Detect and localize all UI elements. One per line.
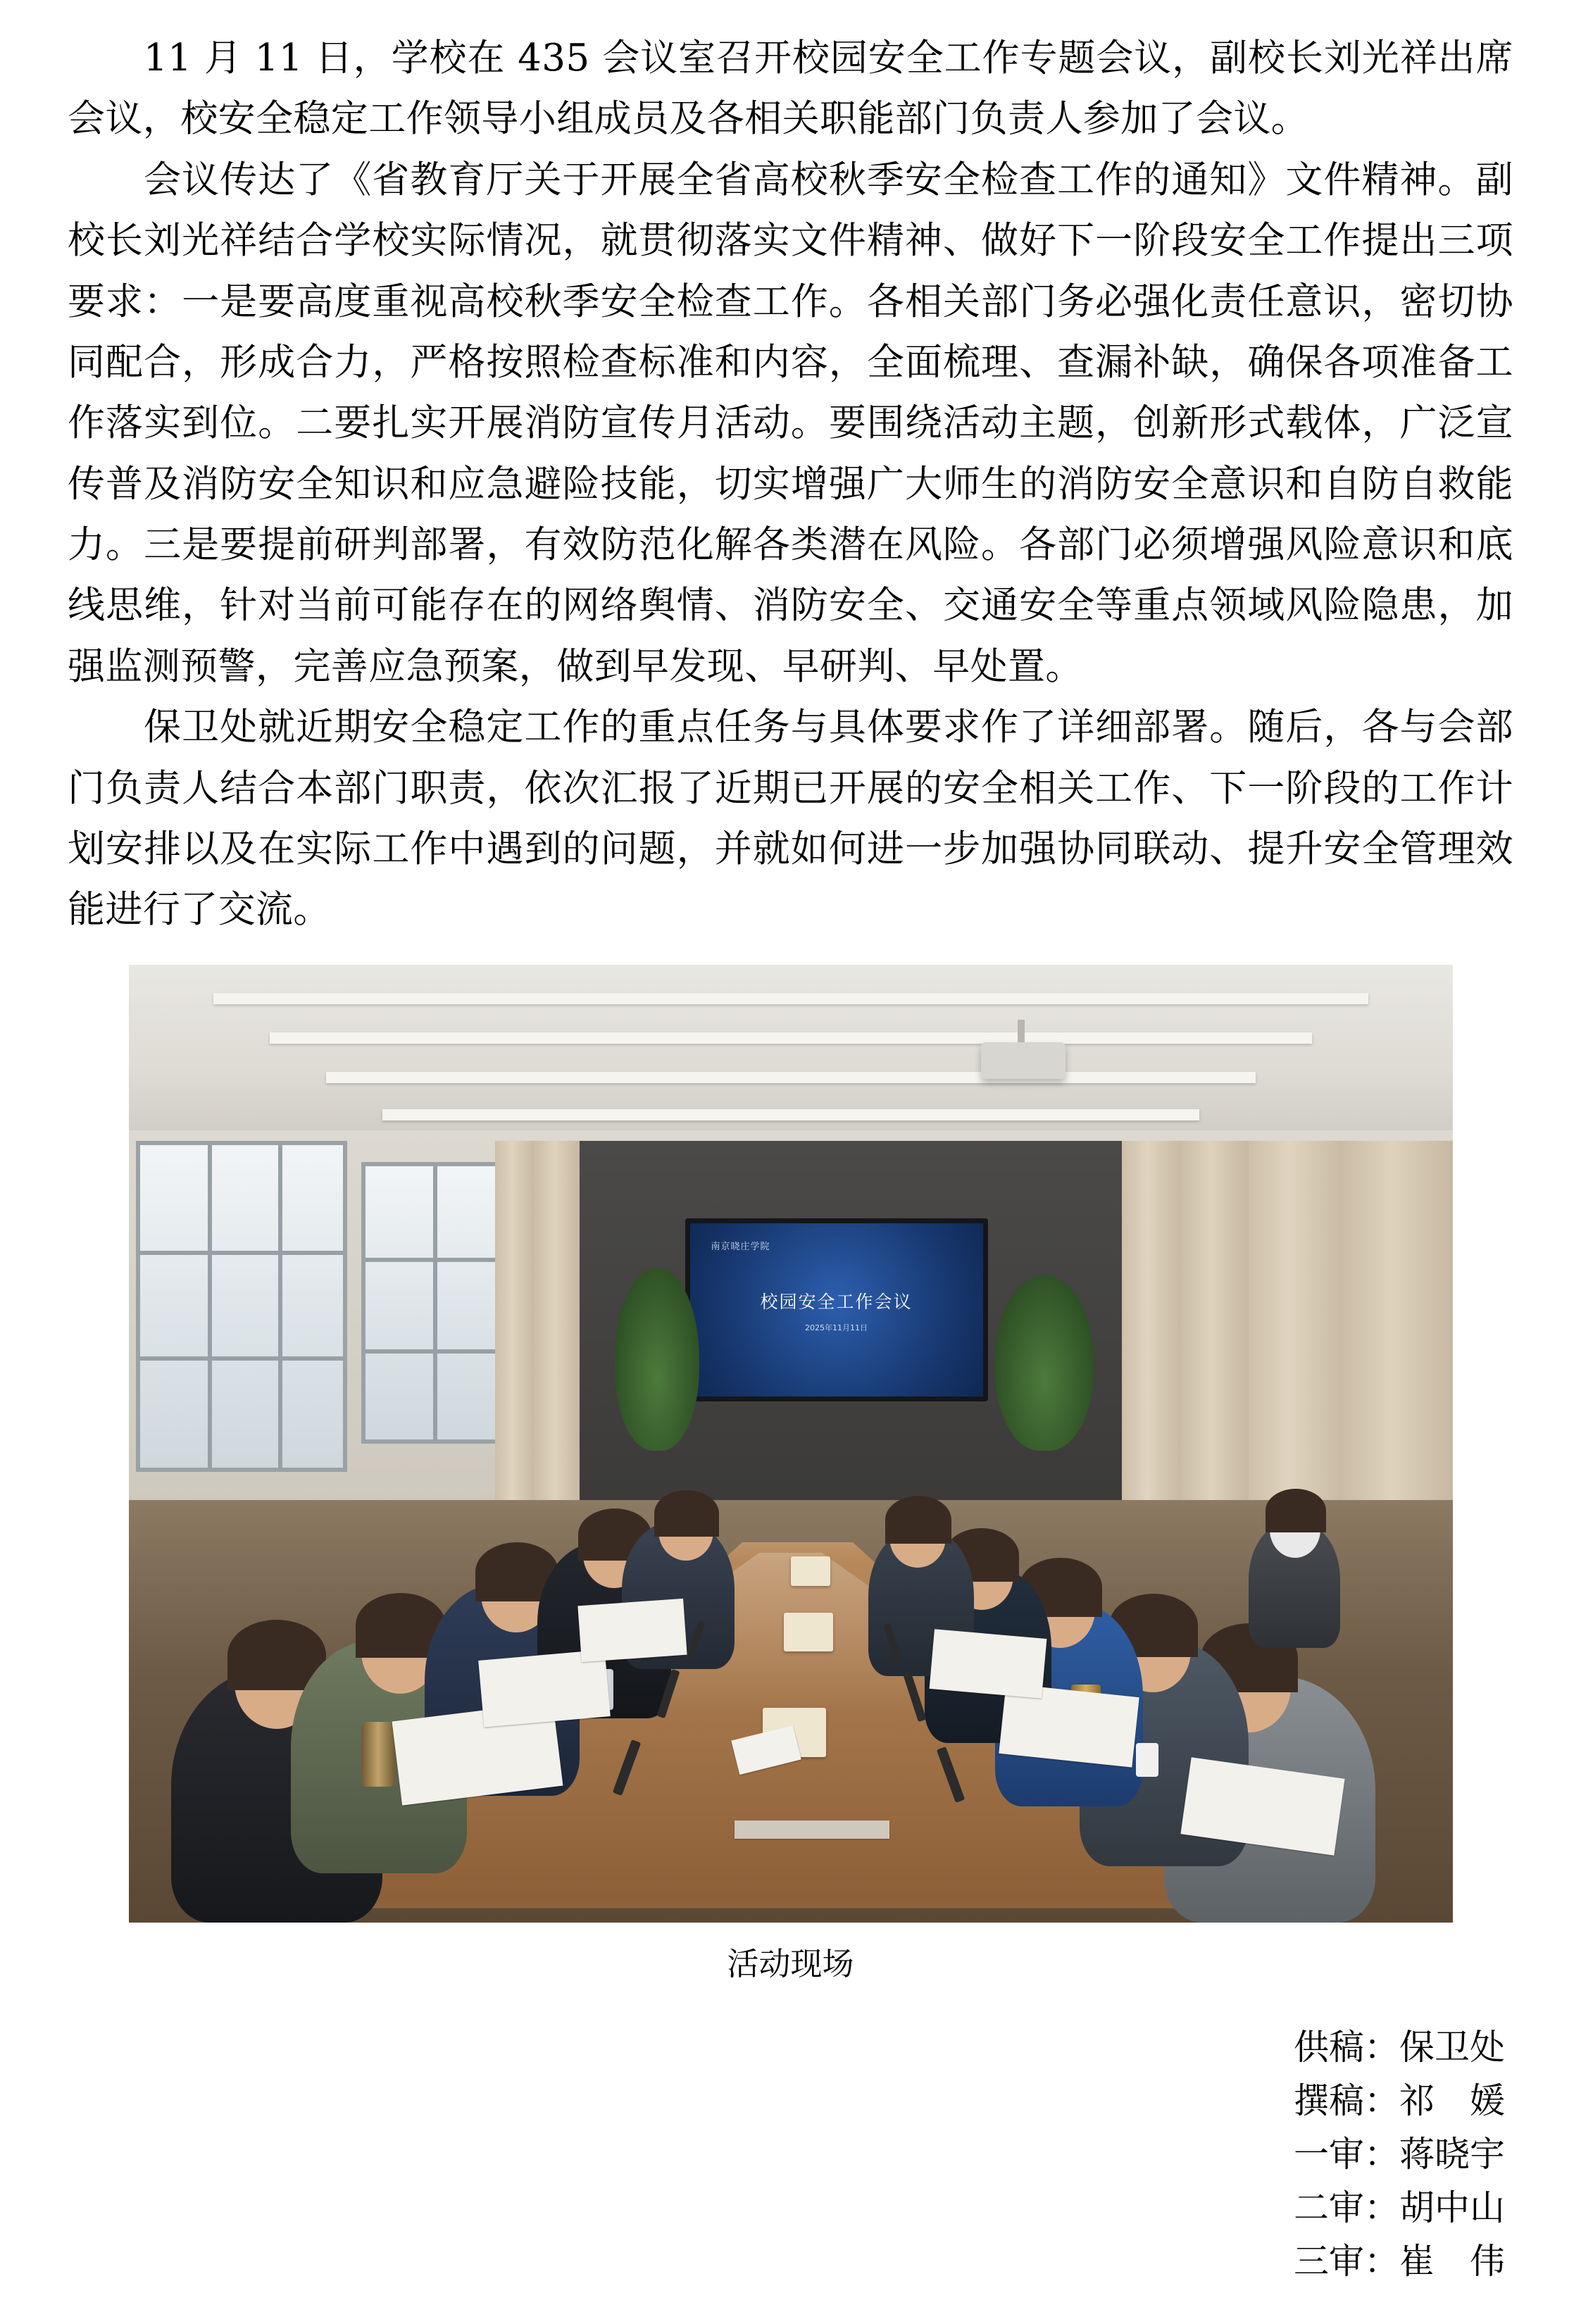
screen-date: 2025年11月11日	[805, 1323, 868, 1332]
paragraph-1: 11 月 11 日，学校在 435 会议室召开校园安全工作专题会议，副校长刘光祥出席会议，校安全稳定工作领导小组成员及各相关职能部门负责人参加了会议。	[68, 37, 1513, 141]
photo-window-right	[361, 1162, 502, 1444]
photo-plant-right	[995, 1275, 1094, 1451]
photo-window-left	[136, 1141, 347, 1472]
screen-title: 校园安全工作会议	[760, 1291, 913, 1312]
photo-documents	[577, 1598, 687, 1661]
photo-curtain-left	[495, 1141, 580, 1535]
signoff-writer: 撰稿：祁 媛	[1294, 2080, 1505, 2121]
photo-thermos	[361, 1722, 395, 1787]
ceiling-light-band	[270, 1032, 1312, 1044]
paragraph-3: 保卫处就近期安全稳定工作的重点任务与具体要求作了详细部署。随后，各与会部门负责人结合本部门职责，依次汇报了近期已开展的安全相关工作、下一阶段的工作计划安排以及在实际工作中遇到的问题，并就如何进一步加强协同联动、提升安全管理效能进行了交流。	[68, 706, 1513, 932]
photo-attendee-hair	[654, 1490, 719, 1537]
screen-logo-text: 南京晓庄学院	[711, 1241, 770, 1252]
photo-attendee-hair	[885, 1496, 951, 1544]
photo-table-outlet	[735, 1820, 889, 1839]
signoff-contributor: 供稿：保卫处	[1294, 2026, 1505, 2068]
photo-tissue-box	[791, 1556, 830, 1586]
ceiling-light-band	[382, 1109, 1199, 1120]
photo-curtain-right	[1122, 1141, 1249, 1535]
ceiling-light-band	[326, 1072, 1256, 1083]
photo-tissue-box	[784, 1613, 833, 1651]
photo-plant-left	[615, 1268, 699, 1451]
article-body	[68, 28, 1513, 941]
photo-attendee-hair	[1266, 1489, 1326, 1532]
signoff-second-review: 二审：胡中山	[1294, 2187, 1505, 2228]
paragraph-2: 会议传达了《省教育厅关于开展全省高校秋季安全检查工作的通知》文件精神。副校长刘光祥结合学校实际情况，就贯彻落实文件精神、做好下一阶段安全工作提出三项要求：一是要高度重视高校秋季安全检查工作。各相关部门务必强化责任意识，密切协同配合，形成合力，严格按照检查标准和内容，全面梳理、查漏补缺，确保各项准备工作落实到位。二要扎实开展消防宣传月活动。要围绕活动主题，创新形式载体，广泛宣传普及消防安全知识和应急避险技能，切实增强广大师生的消防安全意识和自防自救能力。三是要提前研判部署，有效防范化解各类潜在风险。各部门必须增强风险意识和底线思维，针对当前可能存在的网络舆情、消防安全、交通安全等重点领域风险隐患，加强监测预警，完善应急预案，做到早发现、早研判、早处置。	[68, 158, 1513, 688]
photo-documents	[929, 1629, 1046, 1699]
meeting-photo	[129, 965, 1453, 1923]
signoff-third-review: 三审：崔 伟	[1294, 2240, 1505, 2282]
photo-projector	[981, 1042, 1066, 1079]
signoff-first-review: 一审：蒋晓宇	[1294, 2133, 1505, 2175]
figure	[68, 965, 1513, 1984]
signoff-block	[68, 2020, 1513, 2288]
photo-cup	[1136, 1743, 1158, 1777]
figure-caption: 活动现场	[727, 1944, 854, 1982]
photo-display-screen	[685, 1218, 988, 1401]
ceiling-light-band	[213, 993, 1368, 1004]
